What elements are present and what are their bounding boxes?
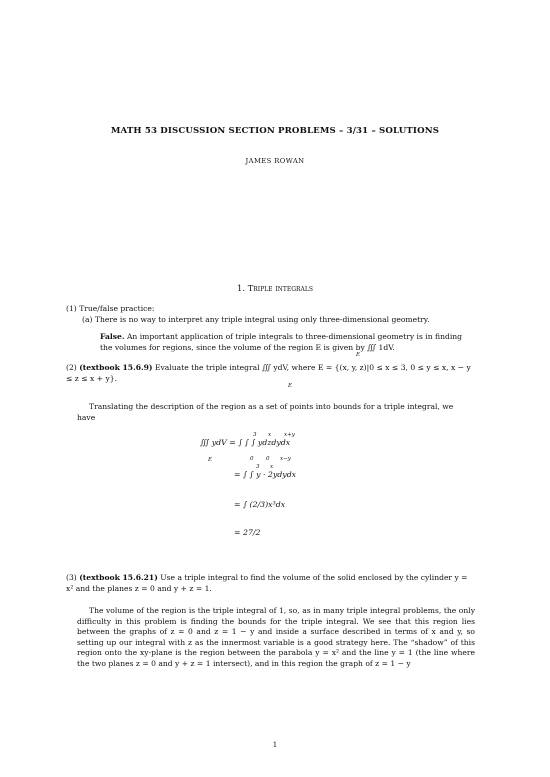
inner-lower-limit: x−y xyxy=(280,456,291,462)
middle-lower-limit: 0 xyxy=(266,456,270,462)
step2-upper-limit-outer: 3 xyxy=(256,464,260,470)
page-number: 1 xyxy=(272,741,278,749)
problem-3 xyxy=(66,573,476,594)
equation-line-4 xyxy=(234,528,261,537)
problem-2-tag: (textbook 15.6.9) xyxy=(79,363,153,372)
document-title: MATH 53 DISCUSSION SECTION PROBLEMS – 3/31 – SOLUTIONS xyxy=(110,126,440,136)
problem-1-number: (1) xyxy=(66,304,77,313)
problem-2 xyxy=(66,363,476,384)
problem-3-solution: The volume of the region is the triple integral of 1, so, as in many triple integral problems, the only difficulty in this problem is finding the bounds for the triple integral. We see that this region lies between the graphs of z = 0 and z = 1 − y and inside a surface described in terms of x and y, so setting up our integral with z as the innermost variable is a good strategy here. The “shadow” of this region onto the xy-plane is the region between the parabola y = x² and the line y = 1 (the line where the two planes z = 0 and y + z = 1 intersect), and in this region the graph of z = 1 − y xyxy=(77,606,475,668)
problem-1a xyxy=(82,315,482,326)
middle-upper-limit: x xyxy=(268,432,272,438)
equation-line-2-text: = ∫ ∫ y · 2ydydx xyxy=(234,470,297,479)
outer-upper-limit: 3 xyxy=(253,432,257,438)
equation-line-3-text: = ∫ (2/3)x³dx xyxy=(234,500,286,509)
problem-1a-text: There is no way to interpret any triple integral using only three-dimensional geometry. xyxy=(94,315,430,324)
problem-2-number: (2) xyxy=(66,363,77,372)
equation-line-1 xyxy=(200,438,290,447)
problem-1 xyxy=(66,304,462,315)
equation-line-4-text: = 27/2 xyxy=(234,528,261,537)
problem-1-solution xyxy=(100,332,476,353)
problem-2-integral-region: E xyxy=(288,383,293,389)
step2-upper-limit-inner: x xyxy=(270,464,274,470)
problem-1-answer-text: An important application of triple integrals to three-dimensional geometry is in finding the volumes for regions, since the volume of the region E is given by ∭ 1dV. xyxy=(100,332,463,352)
problem-1-text: True/false practice: xyxy=(79,304,155,313)
author-name: JAMES ROWAN xyxy=(245,157,305,165)
section-heading xyxy=(0,283,550,293)
equation-line-1-text: ∭ ydV = ∫ ∫ ∫ ydzdydx xyxy=(200,438,291,447)
problem-1-answer-keyword: False. xyxy=(100,332,125,341)
problem-3-text: Use a triple integral to find the volume of the solid enclosed by the cylinder y = x² and the planes z = 0 and y + z = 1. xyxy=(66,573,468,593)
section-number: 1. xyxy=(237,283,246,293)
problem-3-tag: (textbook 15.6.21) xyxy=(79,573,158,582)
problem-3-number: (3) xyxy=(66,573,77,582)
outer-lower-limit: 0 xyxy=(250,456,254,462)
problem-2-text: Evaluate the triple integral ∭ ydV, where E = {(x, y, z)|0 ≤ x ≤ 3, 0 ≤ y ≤ x, x − y ≤ z ≤ x + y}. xyxy=(66,363,471,383)
inner-upper-limit: x+y xyxy=(284,432,295,438)
problem-1-integral-region: E xyxy=(356,352,361,358)
equation-region: E xyxy=(208,457,213,463)
equation-line-3 xyxy=(234,500,285,509)
section-title: Triple integrals xyxy=(247,283,313,293)
problem-1a-label: (a) xyxy=(82,315,93,324)
problem-2-intro: Translating the description of the region as a set of points into bounds for a triple integral, we have xyxy=(77,402,454,422)
equation-line-2 xyxy=(234,470,296,479)
